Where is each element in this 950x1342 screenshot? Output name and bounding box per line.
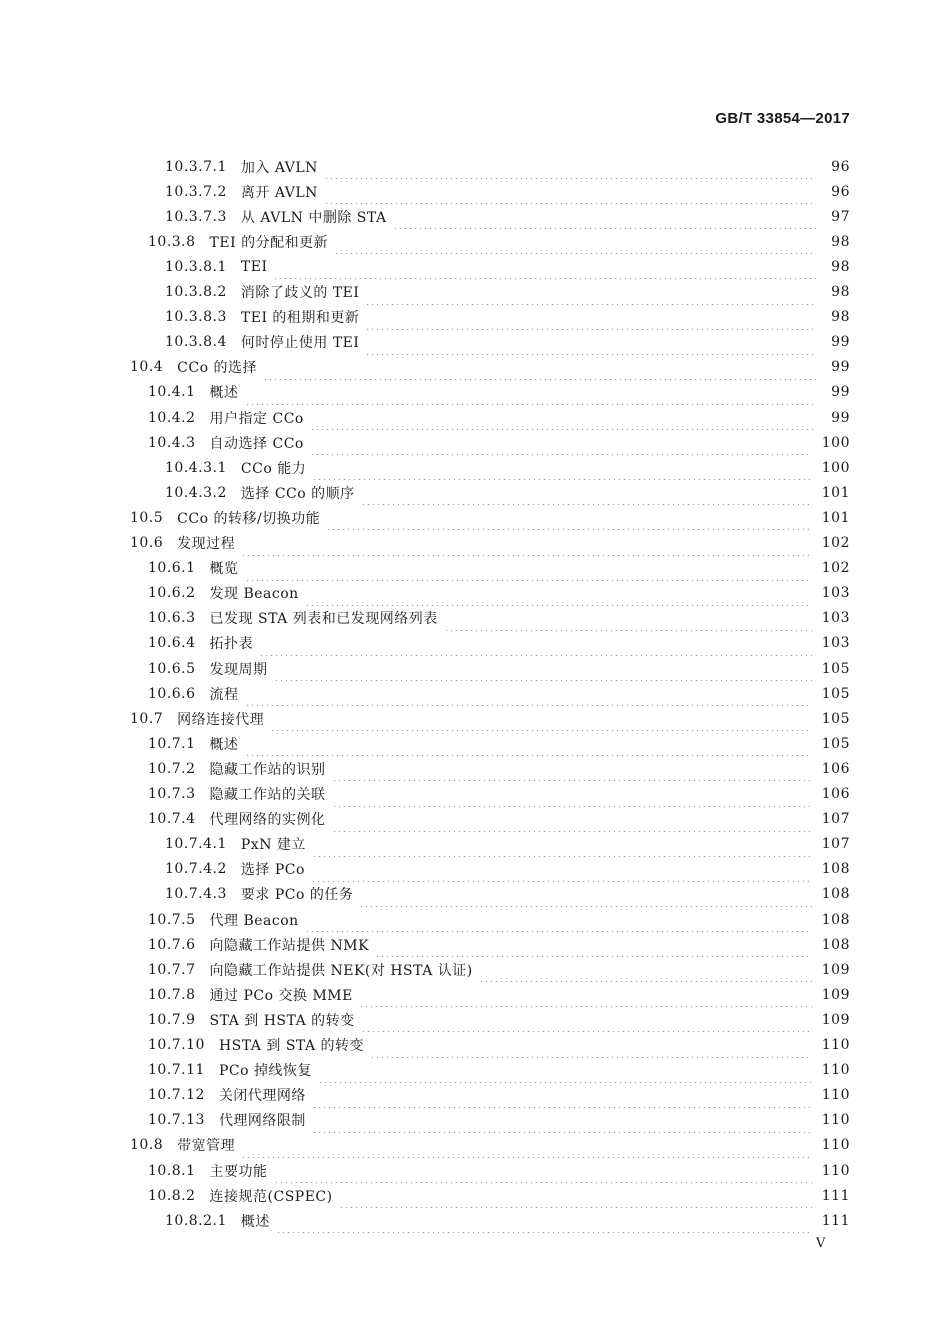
toc-entry-title: 隐藏工作站的关联 — [209, 787, 326, 803]
toc-leader-dots — [273, 254, 816, 279]
toc-entry[interactable] — [165, 857, 850, 882]
toc-entry-number: 10.6.2 — [148, 585, 196, 602]
toc-entry-title: 要求 PCo 的任务 — [240, 887, 354, 904]
toc-entry[interactable] — [165, 330, 850, 355]
toc-entry-number: 10.3.8.1 — [165, 258, 227, 275]
toc-entry[interactable] — [148, 731, 850, 756]
toc-entry-title: 通过 PCo 交换 MME — [209, 987, 353, 1004]
toc-entry-title: 消除了歧义的 TEI — [240, 285, 360, 301]
toc-entry[interactable] — [148, 907, 850, 932]
toc-entry-page: 103 — [821, 585, 850, 602]
toc-entry-page: 98 — [831, 233, 850, 250]
toc-entry-number: 10.4.3.2 — [165, 484, 227, 501]
toc-entry-title: 从 AVLN 中删除 STA — [240, 209, 387, 226]
toc-entry-number: 10.3.8 — [148, 233, 196, 250]
toc-entry-number: 10.3.7.2 — [165, 183, 227, 200]
toc-entry[interactable] — [148, 606, 850, 631]
toc-entry-title: 发现周期 — [209, 661, 268, 678]
toc-entry-page: 111 — [821, 1187, 850, 1204]
toc-entry-page: 98 — [831, 284, 850, 300]
toc-entry-page: 105 — [821, 710, 850, 727]
toc-entry-page: 110 — [821, 1062, 850, 1079]
toc-entry-page: 107 — [821, 836, 850, 853]
toc-entry[interactable] — [148, 1058, 850, 1083]
toc-leader-dots — [324, 154, 816, 179]
toc-entry-title: STA 到 HSTA 的转变 — [209, 1012, 355, 1029]
standard-number: GB/T 33854—2017 — [715, 110, 850, 127]
toc-entry-page: 101 — [821, 484, 850, 501]
toc-entry-page: 103 — [821, 635, 850, 652]
toc-entry-page: 98 — [831, 309, 850, 326]
toc-leader-dots — [334, 229, 816, 254]
toc-leader-dots — [312, 1108, 812, 1133]
toc-entry-page: 108 — [821, 861, 850, 878]
toc-entry-title: 概述 — [209, 385, 239, 402]
toc-leader-dots — [274, 656, 812, 681]
toc-entry[interactable] — [148, 982, 850, 1007]
toc-entry-number: 10.7.6 — [148, 936, 196, 953]
toc-entry-number: 10.7.4 — [148, 811, 196, 828]
toc-entry-page: 99 — [831, 334, 850, 351]
toc-entry[interactable] — [148, 1033, 850, 1058]
toc-leader-dots — [311, 857, 812, 882]
toc-entry-title: 自动选择 CCo — [209, 435, 304, 452]
toc-entry[interactable] — [165, 179, 850, 204]
toc-entry-number: 10.7.4.1 — [165, 836, 227, 853]
toc-entry-number: 10.3.7.3 — [165, 208, 227, 225]
toc-entry-title: TEI — [240, 258, 268, 275]
toc-leader-dots — [310, 405, 816, 430]
toc-leader-dots — [370, 1033, 812, 1058]
toc-entry-number: 10.7.2 — [148, 760, 196, 777]
toc-entry-number: 10.4.3.1 — [165, 459, 227, 476]
toc-entry-title: CCo 的转移/切换功能 — [177, 510, 321, 527]
toc-entry-title: 向隐藏工作站提供 NMK — [209, 937, 370, 954]
toc-entry-page: 100 — [821, 459, 850, 476]
toc-entry-page: 105 — [821, 660, 850, 677]
toc-entry[interactable] — [148, 807, 850, 832]
toc-entry-number: 10.8.2 — [148, 1187, 196, 1204]
toc-entry-page: 109 — [821, 986, 850, 1003]
toc-entry-title: 何时停止使用 TEI — [240, 335, 360, 352]
toc-entry-title: 代理网络限制 — [218, 1113, 306, 1130]
toc-entry-title: CCo 能力 — [240, 460, 307, 477]
toc-entry[interactable] — [130, 1133, 850, 1158]
toc-entry[interactable] — [148, 756, 850, 781]
toc-entry-title: 拓扑表 — [209, 636, 254, 653]
toc-entry-page: 108 — [821, 886, 850, 903]
toc-entry-number: 10.4.3 — [148, 434, 196, 451]
toc-leader-dots — [318, 1058, 812, 1083]
toc-leader-dots — [305, 907, 812, 932]
toc-entry-number: 10.4.2 — [148, 409, 196, 426]
toc-leader-dots — [245, 380, 816, 405]
toc-entry-number: 10.7 — [130, 710, 164, 727]
toc-entry-page: 109 — [821, 961, 850, 978]
toc-entry-number: 10.8 — [130, 1137, 164, 1154]
toc-entry-title: PxN 建立 — [240, 837, 306, 854]
toc-entry-title: 代理网络的实例化 — [209, 812, 326, 829]
toc-entry-number: 10.7.12 — [148, 1087, 205, 1104]
toc-entry-title: 网络连接代理 — [177, 711, 265, 728]
toc-entry-number: 10.7.5 — [148, 911, 196, 928]
toc-entry-page: 97 — [831, 208, 850, 225]
toc-entry[interactable] — [165, 254, 850, 279]
toc-leader-dots — [259, 631, 812, 656]
toc-entry-page: 108 — [821, 911, 850, 928]
toc-leader-dots — [312, 455, 812, 480]
toc-entry-page: 111 — [821, 1212, 850, 1229]
toc-entry-page: 108 — [821, 936, 850, 953]
toc-entry[interactable] — [148, 782, 850, 807]
toc-entry[interactable] — [148, 1007, 850, 1032]
toc-entry-number: 10.7.13 — [148, 1112, 205, 1129]
toc-entry-number: 10.6.3 — [148, 610, 196, 627]
toc-entry-number: 10.7.10 — [148, 1037, 205, 1053]
toc-entry-title: 离开 AVLN — [240, 184, 318, 201]
toc-entry-number: 10.8.2.1 — [165, 1212, 227, 1229]
toc-entry-title: 连接规范(CSPEC) — [209, 1188, 333, 1205]
toc-entry[interactable] — [148, 405, 850, 430]
toc-entry-number: 10.7.11 — [148, 1062, 205, 1079]
toc-entry-page: 110 — [821, 1112, 850, 1129]
toc-entry[interactable] — [165, 280, 850, 305]
toc-entry[interactable] — [165, 455, 850, 480]
toc-entry-title: PCo 掉线恢复 — [218, 1063, 312, 1080]
toc-entry-page: 96 — [831, 183, 850, 200]
toc-entry-page: 106 — [821, 760, 850, 777]
toc-entry-title: 主要功能 — [209, 1163, 268, 1180]
toc-entry-title: 发现过程 — [177, 536, 236, 552]
toc-entry[interactable] — [165, 1208, 850, 1233]
toc-leader-dots — [332, 807, 812, 832]
toc-leader-dots — [332, 756, 812, 781]
toc-entry-title: 向隐藏工作站提供 NEK(对 HSTA 认证) — [209, 962, 473, 979]
toc-entry-title: TEI 的分配和更新 — [209, 234, 329, 251]
toc-entry-number: 10.6.4 — [148, 635, 196, 652]
toc-entry[interactable] — [148, 430, 850, 455]
toc-entry[interactable] — [148, 1183, 850, 1208]
toc-entry-title: 发现 Beacon — [209, 586, 299, 603]
toc-entry[interactable] — [165, 305, 850, 330]
toc-entry-title: 已发现 STA 列表和已发现网络列表 — [209, 611, 438, 628]
toc-leader-dots — [365, 305, 816, 330]
toc-leader-dots — [305, 581, 812, 606]
toc-entry-number: 10.4.1 — [148, 384, 196, 401]
toc-entry-title: HSTA 到 STA 的转变 — [218, 1038, 365, 1054]
toc-entry-title: 加入 AVLN — [240, 159, 318, 176]
toc-leader-dots — [332, 782, 812, 807]
toc-entry-number: 10.3.8.2 — [165, 284, 227, 300]
toc-entry-number: 10.7.9 — [148, 1011, 196, 1028]
toc-entry-page: 110 — [821, 1087, 850, 1104]
toc-entry-title: 概述 — [240, 1213, 270, 1230]
toc-entry-number: 10.6.1 — [148, 560, 196, 577]
toc-leader-dots — [393, 204, 816, 229]
toc-entry-page: 100 — [821, 434, 850, 451]
toc-leader-dots — [479, 957, 812, 982]
toc-entry-number: 10.7.4.2 — [165, 861, 227, 878]
toc-entry-page: 101 — [821, 509, 850, 526]
toc-leader-dots — [241, 1133, 812, 1158]
toc-entry-title: 选择 PCo — [240, 862, 305, 879]
toc-leader-dots — [361, 1007, 812, 1032]
toc-leader-dots — [263, 355, 816, 380]
toc-entry[interactable] — [130, 505, 850, 530]
toc-entry[interactable] — [165, 882, 850, 907]
toc-entry-number: 10.7.4.3 — [165, 886, 227, 903]
toc-entry-page: 98 — [831, 258, 850, 275]
toc-leader-dots — [324, 179, 816, 204]
toc-entry-page: 102 — [821, 535, 850, 551]
toc-entry[interactable] — [148, 631, 850, 656]
toc-leader-dots — [361, 480, 812, 505]
toc-entry-title: CCo 的选择 — [177, 360, 257, 377]
toc-entry[interactable] — [165, 480, 850, 505]
toc-leader-dots — [365, 330, 816, 355]
toc-entry-page: 96 — [831, 158, 850, 175]
toc-entry-number: 10.8.1 — [148, 1162, 196, 1179]
toc-leader-dots — [245, 556, 812, 581]
toc-leader-dots — [339, 1183, 812, 1208]
toc-entry[interactable] — [148, 932, 850, 957]
toc-entry[interactable] — [148, 656, 850, 681]
toc-entry[interactable] — [148, 380, 850, 405]
toc-entry-number: 10.7.8 — [148, 986, 196, 1003]
toc-entry[interactable] — [165, 154, 850, 179]
toc-entry-title: 隐藏工作站的识别 — [209, 761, 326, 778]
toc-entry[interactable] — [148, 681, 850, 706]
toc-entry[interactable] — [148, 581, 850, 606]
toc-leader-dots — [444, 606, 812, 631]
toc-leader-dots — [241, 531, 812, 556]
toc-leader-dots — [245, 731, 812, 756]
toc-entry-title: 概览 — [209, 561, 239, 578]
toc-entry-number: 10.6 — [130, 535, 164, 551]
toc-entry-page: 105 — [821, 685, 850, 702]
toc-entry-title: 选择 CCo 的顺序 — [240, 485, 355, 502]
toc-entry-title: 带宽管理 — [177, 1138, 236, 1155]
toc-entry-page: 103 — [821, 610, 850, 627]
toc-leader-dots — [312, 1083, 812, 1108]
toc-leader-dots — [365, 280, 816, 305]
toc-leader-dots — [276, 1208, 812, 1233]
page-number: V — [816, 1236, 826, 1251]
toc-entry-number: 10.3.7.1 — [165, 158, 227, 175]
toc-entry-number: 10.3.8.4 — [165, 334, 227, 351]
toc-leader-dots — [326, 505, 812, 530]
toc-entry-number: 10.7.7 — [148, 961, 196, 978]
toc-leader-dots — [274, 1158, 812, 1183]
toc-entry[interactable] — [148, 1083, 850, 1108]
toc-leader-dots — [312, 832, 812, 857]
toc-entry-number: 10.6.5 — [148, 660, 196, 677]
toc-leader-dots — [270, 706, 812, 731]
toc-leader-dots — [310, 430, 812, 455]
toc-entry[interactable] — [148, 957, 850, 982]
toc-entry[interactable] — [165, 204, 850, 229]
toc-leader-dots — [375, 932, 812, 957]
toc-entry-number: 10.5 — [130, 509, 164, 526]
toc-entry-page: 99 — [831, 359, 850, 376]
toc-entry[interactable] — [148, 556, 850, 581]
toc-entry-title: 用户指定 CCo — [209, 410, 304, 427]
toc-entry-page: 107 — [821, 811, 850, 828]
toc-entry-page: 110 — [821, 1137, 850, 1154]
toc-entry[interactable] — [148, 229, 850, 254]
toc-entry-page: 110 — [821, 1037, 850, 1053]
toc-entry-title: 流程 — [209, 686, 239, 703]
toc-entry[interactable] — [130, 531, 850, 556]
toc-entry-number: 10.7.3 — [148, 786, 196, 802]
toc-entry-title: TEI 的租期和更新 — [240, 310, 360, 327]
toc-entry-page: 105 — [821, 735, 850, 752]
toc-entry-title: 关闭代理网络 — [218, 1088, 306, 1105]
toc-entry[interactable] — [165, 832, 850, 857]
toc-entry[interactable] — [148, 1158, 850, 1183]
toc-entry-page: 99 — [831, 384, 850, 401]
toc-leader-dots — [359, 882, 811, 907]
toc-entry[interactable] — [130, 706, 850, 731]
toc-entry-number: 10.3.8.3 — [165, 309, 227, 326]
toc-entry-page: 106 — [821, 786, 850, 802]
toc-entry-page: 99 — [831, 409, 850, 426]
toc-entry-number: 10.7.1 — [148, 735, 196, 752]
toc-entry[interactable] — [148, 1108, 850, 1133]
toc-leader-dots — [359, 982, 812, 1007]
toc-entry-number: 10.6.6 — [148, 685, 196, 702]
toc-entry-page: 102 — [821, 560, 850, 577]
toc-entry-page: 109 — [821, 1011, 850, 1028]
toc-leader-dots — [245, 681, 812, 706]
toc-entry-title: 代理 Beacon — [209, 912, 299, 929]
toc-entry-number: 10.4 — [130, 359, 164, 376]
toc-entry[interactable] — [130, 355, 850, 380]
toc-entry-page: 110 — [821, 1162, 850, 1179]
toc-entry-title: 概述 — [209, 736, 239, 753]
